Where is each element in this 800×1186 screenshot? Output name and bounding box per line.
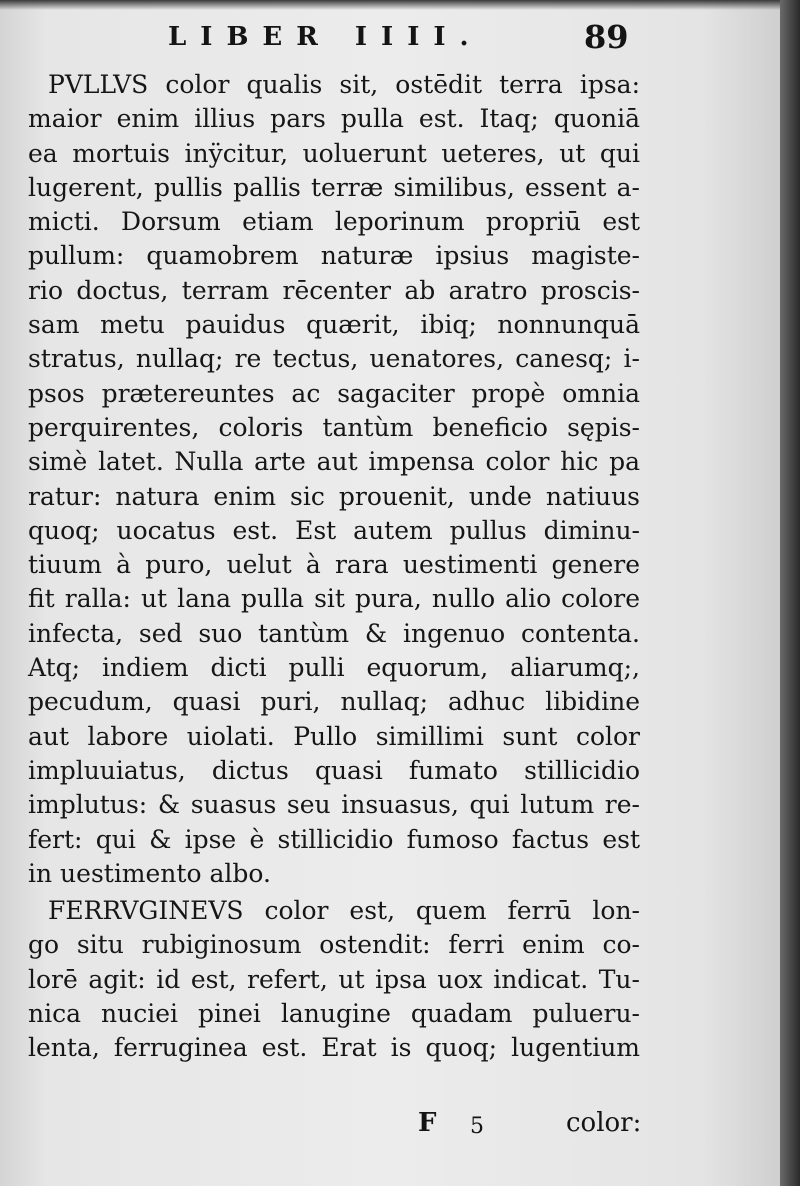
text-line: PVLLVS color qualis sit, ostēdit terra ipsa: <box>48 70 640 99</box>
text-line: tiuum à puro, uelut à rara uestimenti genere <box>28 550 640 580</box>
page-edge-shadow <box>780 0 800 1186</box>
text-line: infecta, sed suo tantùm & ingenuo contenta. <box>28 618 640 648</box>
text-line: in uestimento albo. <box>28 858 271 888</box>
text-line: Atq; indiem dicti pulli equorum, aliarumq;, <box>28 653 640 683</box>
paragraph-ferrugineus <box>28 894 640 1065</box>
text-line: perquirentes, coloris tantùm beneficio sępis- <box>28 412 640 442</box>
text-line: implutus: & suasus seu insuasus, qui lutum re- <box>28 790 640 820</box>
text-line: quoq; uocatus est. Est autem pullus diminu- <box>28 515 640 545</box>
text-line: fit ralla: ut lana pulla sit pura, nullo alio colore <box>28 584 640 614</box>
text-line: ea mortuis inÿcitur, uoluerunt ueteres, ut qui <box>28 138 640 168</box>
text-line: fert: qui & ipse è stillicidio fumoso factus est <box>28 824 640 854</box>
text-line: stratus, nullaq; re tectus, uenatores, canesq; i- <box>28 344 640 374</box>
text-line: impluuiatus, dictus quasi fumato stillicidio <box>28 755 640 785</box>
paragraph-pullus <box>28 68 640 891</box>
text-line: ratur: natura enim sic prouenit, unde natiuus <box>28 481 640 511</box>
text-line: lenta, ferruginea est. Erat is quoq; lugentium <box>28 1033 640 1063</box>
text-line: pullum: quamobrem naturæ ipsius magiste- <box>28 241 640 271</box>
signature-mark: F <box>418 1108 437 1138</box>
page-top-shadow <box>0 0 780 10</box>
text-line: maior enim illius pars pulla est. Itaq; quoniā <box>28 104 640 134</box>
text-line: go situ rubiginosum ostendit: ferri enim co- <box>28 930 640 960</box>
text-line: sam metu pauidus quærit, ibiq; nonnunquā <box>28 310 640 340</box>
text-line: FERRVGINEVS color est, quem ferrū lon- <box>48 896 640 926</box>
text-line: rio doctus, terram rēcenter ab aratro proscis- <box>28 275 640 305</box>
text-line: pecudum, quasi puri, nullaq; adhuc libidine <box>28 687 640 717</box>
running-head: LIBER IIII. <box>168 22 483 52</box>
text-line: psos prætereuntes ac sagaciter propè omnia <box>28 378 640 408</box>
text-line: lugerent, pullis pallis terræ similibus, essent a- <box>28 172 640 202</box>
text-block <box>28 68 640 1066</box>
catchword: color: <box>566 1108 642 1138</box>
text-line: lorē agit: id est, refert, ut ipsa uox indicat. Tu- <box>28 964 640 994</box>
folio-number: 89 <box>584 18 629 56</box>
text-line: nica nuciei pinei lanugine quadam pulueru- <box>28 999 640 1029</box>
text-line: micti. Dorsum etiam leporinum propriū est <box>28 207 640 237</box>
signature-number: 5 <box>470 1114 484 1139</box>
text-line: simè latet. Nulla arte aut impensa color hic pa <box>28 447 640 477</box>
text-line: aut labore uiolati. Pullo simillimi sunt color <box>28 721 640 751</box>
